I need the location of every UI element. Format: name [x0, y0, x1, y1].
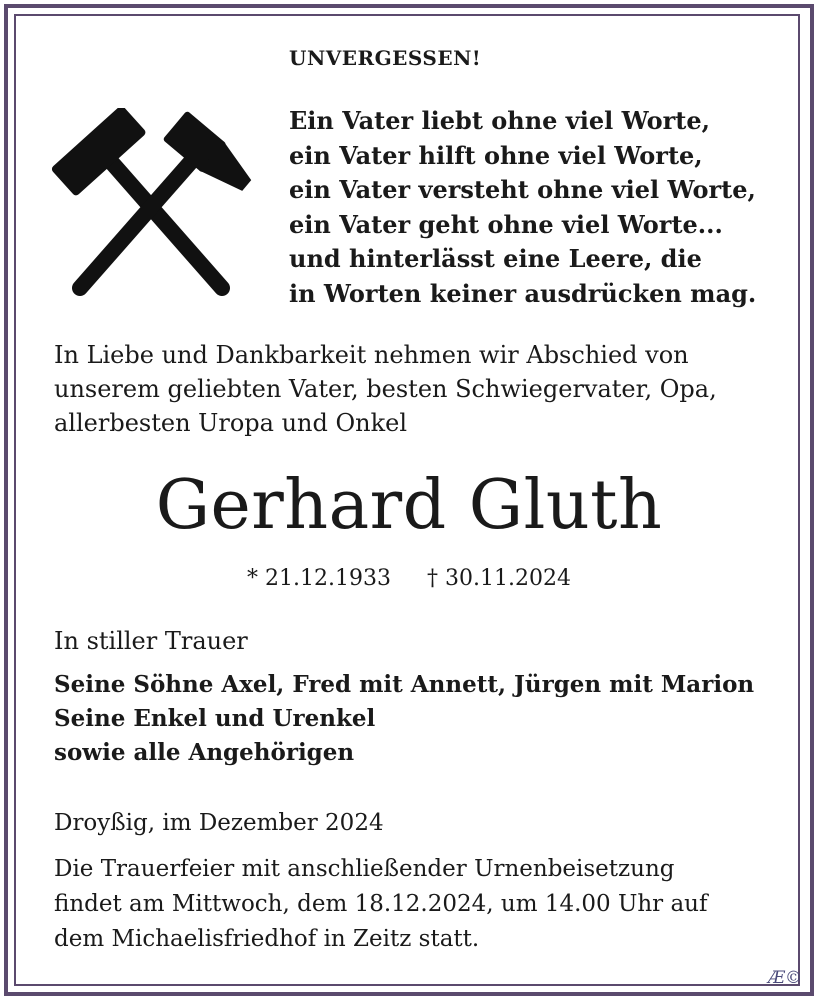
birth-date: * 21.12.1933 [247, 566, 391, 591]
family-list [54, 668, 754, 770]
heading: UNVERGESSEN! [289, 46, 482, 70]
service-info [54, 852, 708, 957]
poem-line: in Worten keiner ausdrücken mag. [289, 278, 757, 308]
death-date: † 30.11.2024 [427, 566, 571, 591]
poem-line: ein Vater hilft ohne viel Worte, [289, 140, 703, 170]
service-line: Die Trauerfeier mit anschließender Urnenbeisetzung [54, 856, 675, 882]
poem-line: Ein Vater liebt ohne viel Worte, [289, 106, 710, 135]
family-line: sowie alle Angehörigen [54, 739, 355, 766]
intro-line: unserem geliebten Vater, besten Schwiegervater, Opa, [54, 375, 717, 403]
publisher-mark: Æ© [767, 968, 802, 988]
service-line: findet am Mittwoch, dem 18.12.2024, um 14.00 Uhr auf [54, 891, 708, 917]
intro-line: allerbesten Uropa und Onkel [54, 409, 408, 437]
mourning-label: In stiller Trauer [54, 627, 248, 655]
poem-line: ein Vater geht ohne viel Worte... [289, 209, 723, 239]
intro-line: In Liebe und Dankbarkeit nehmen wir Abschied von [54, 341, 689, 369]
life-dates [0, 564, 818, 594]
poem [289, 104, 756, 311]
poem-line: und hinterlässt eine Leere, die [289, 244, 702, 273]
poem-line: ein Vater versteht ohne viel Worte, [289, 175, 756, 204]
deceased-name: Gerhard Gluth [155, 466, 663, 545]
service-line: dem Michaelisfriedhof in Zeitz statt. [54, 926, 480, 952]
hammer-and-pick-icon [46, 108, 262, 300]
place-date: Droyßig, im Dezember 2024 [54, 810, 384, 836]
intro-text [54, 338, 717, 440]
family-line: Seine Enkel und Urenkel [54, 705, 376, 732]
family-line: Seine Söhne Axel, Fred mit Annett, Jürgen mit Marion [54, 671, 755, 698]
